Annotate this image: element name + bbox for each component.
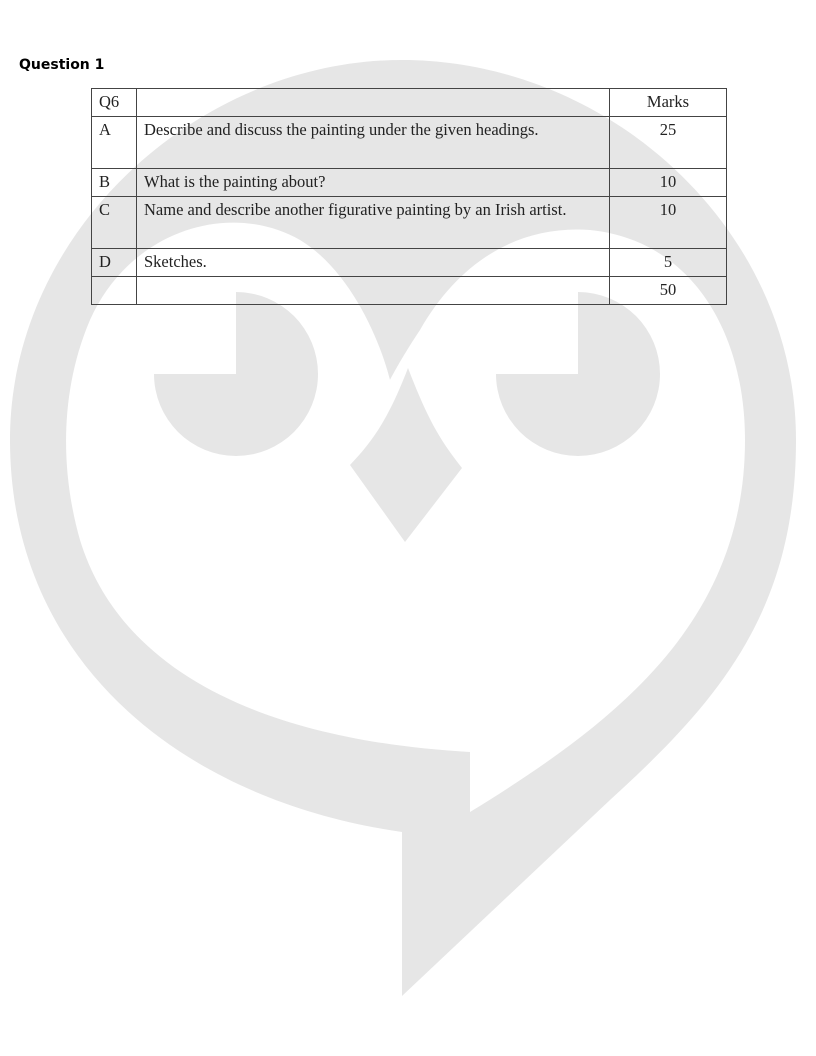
table-header-row [92,89,727,117]
row-text-cell: Name and describe another figurative painting by an Irish artist. [137,197,610,249]
header-marks-cell: Marks [610,89,727,117]
row-text-cell: Sketches. [137,249,610,277]
row-label-cell: C [92,197,137,249]
total-marks-cell: 50 [610,277,727,305]
row-label-cell: D [92,249,137,277]
table-row [92,117,727,169]
row-label-cell: A [92,117,137,169]
row-marks-cell: 10 [610,197,727,249]
marks-table [91,88,727,305]
row-marks-cell: 5 [610,249,727,277]
table-row [92,197,727,249]
table-row [92,169,727,197]
table-total-row [92,277,727,305]
header-label-cell: Q6 [92,89,137,117]
total-label-cell [92,277,137,305]
header-text-cell [137,89,610,117]
question-heading: Question 1 [19,57,105,73]
total-text-cell [137,277,610,305]
row-label-cell: B [92,169,137,197]
row-text-cell: What is the painting about? [137,169,610,197]
row-marks-cell: 10 [610,169,727,197]
row-marks-cell: 25 [610,117,727,169]
row-text-cell: Describe and discuss the painting under the given headings. [137,117,610,169]
table-row [92,249,727,277]
